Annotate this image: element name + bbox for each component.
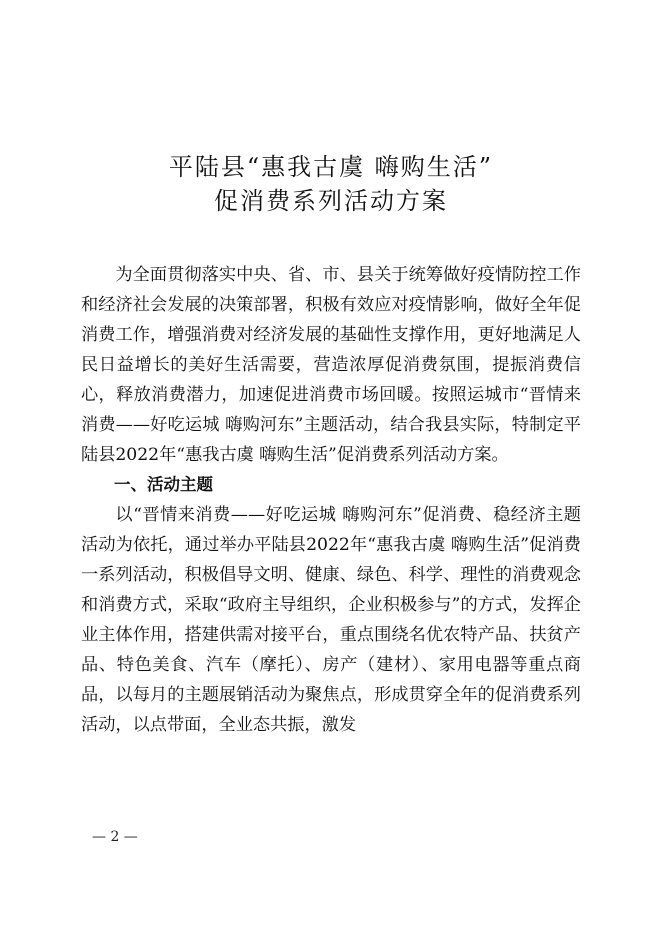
section-heading-theme: 一、活动主题 (114, 475, 213, 494)
document-title (0, 150, 662, 218)
page-number: — 2 — (92, 829, 138, 845)
intro-paragraph: 为全面贯彻落实中央、省、市、县关于统筹做好疫情防控工作和经济社会发展的决策部署，积极有效应对疫情影响，做好全年促消费工作，增强消费对经济发展的基础性支撑作用，更好地满足人民日益增长的美好生活需要，营造浓厚促消费氛围，提振消费信心，释放消费潜力，加速促进消费市场回暖。按照运城市“晋情来消费——好吃运城 嗨购河东”主题活动，结合我县实际，特制定平陆县2022年“惠我古虞 嗨购生活”促消费系列活动方案。 (81, 265, 581, 465)
title-line-1: 平陆县“惠我古虞 嗨购生活” (168, 153, 494, 181)
document-body (81, 260, 581, 740)
section-theme-paragraph: 以“晋情来消费——好吃运城 嗨购河东”促消费、稳经济主题活动为依托，通过举办平陆县2022年“惠我古虞 嗨购生活”促消费一系列活动，积极倡导文明、健康、绿色、科学、理性的消费观念和消费方式，采取“政府主导组织，企业积极参与”的方式，发挥企业主体作用，搭建供需对接平台，重点围绕名优农特产品、扶贫产品、特色美食、汽车（摩托）、房产（建材）、家用电器等重点商品，以每月的主题展销活动为聚焦点，形成贯穿全年的促消费系列活动，以点带面，全业态共振，激发 (81, 505, 581, 735)
title-line-2: 促消费系列活动方案 (214, 187, 448, 215)
